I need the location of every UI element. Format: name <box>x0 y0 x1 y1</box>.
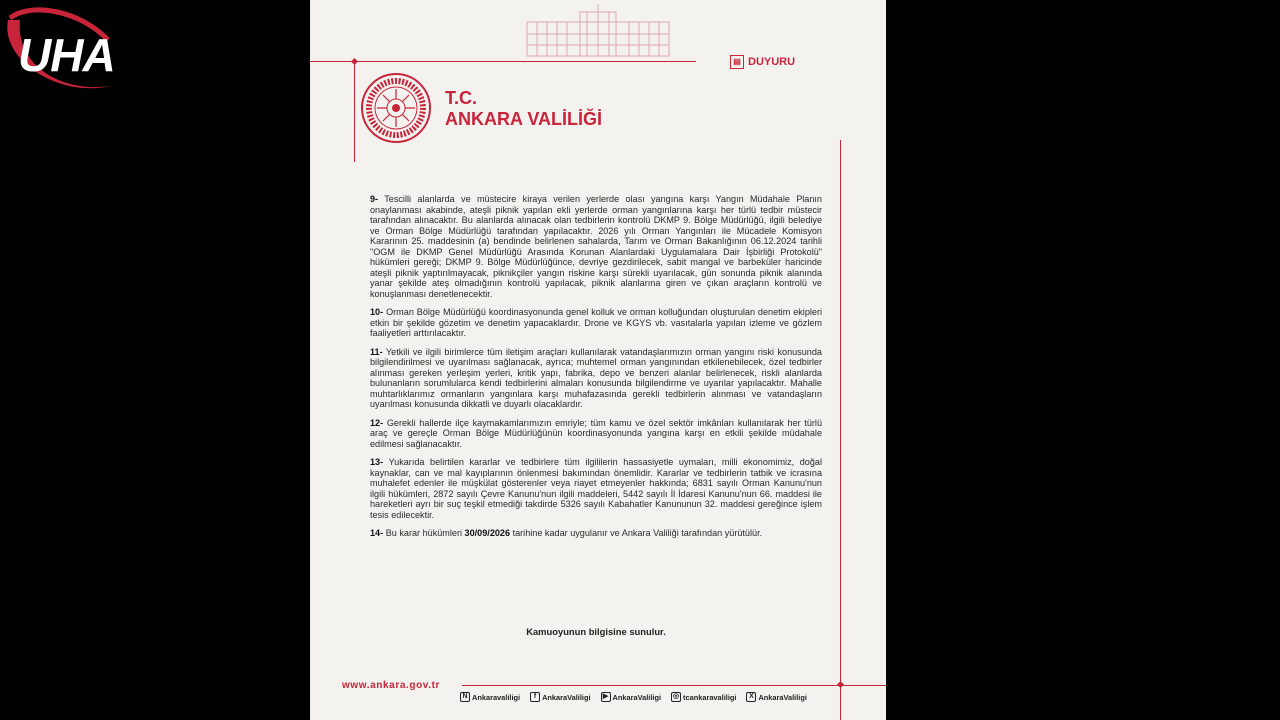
social-link-facebook[interactable] <box>530 692 590 702</box>
paragraph-number: 9- <box>370 194 379 204</box>
website-link[interactable]: www.ankara.gov.tr <box>342 680 441 691</box>
uha-logo <box>0 0 140 100</box>
page-title <box>445 88 602 130</box>
social-label: AnkaraValiligi <box>542 692 591 702</box>
paragraph-text: Orman Bölge Müdürlüğü koordinasyonunda genel kolluk ve orman kolluğundan oluşturulan denetim ekipleri etkin bir şekilde gözetim ve denetim yapacaklardır. Drone ve KGYS vb. vasıtalarla yapılan izleme ve gözlem faaliyetleri arttırılacaktır. <box>370 307 822 338</box>
paragraph-number: 14- <box>370 528 384 538</box>
closing-statement: Kamuoyunun bilgisine sunulur. <box>526 626 666 637</box>
paragraph-14 <box>370 528 822 539</box>
paragraph-text: tarihine kadar uygulanır ve Ankara Valiliği tarafından yürütülür. <box>510 528 763 538</box>
title-line-1: T.C. <box>445 88 478 108</box>
document-body <box>370 194 822 547</box>
social-link-instagram[interactable] <box>671 692 736 702</box>
youtube-icon: ▶ <box>601 692 611 702</box>
title-line-2: ANKARA VALİLİĞİ <box>445 109 602 129</box>
social-link-x[interactable] <box>746 692 806 702</box>
paragraph-12 <box>370 418 822 450</box>
paragraph-number: 13- <box>370 457 384 467</box>
paragraph-13 <box>370 457 822 520</box>
x-icon: X <box>746 692 756 702</box>
left-rule <box>354 62 355 162</box>
footer-divider <box>462 685 886 686</box>
paragraph-11 <box>370 347 822 410</box>
paragraph-number: 10- <box>370 307 384 317</box>
instagram-icon: ◎ <box>672 693 680 700</box>
social-label: AnkaraValiligi <box>612 692 662 702</box>
paragraph-text: Gerekli hallerde ilçe kaymakamlarımızın emriyle; tüm kamu ve özel sektör imkânları kullanılarak her türlü araç ve gereçle Orman Bölge Müdürlüğünün koordinasyonunda yangına karşı en etkili şekilde müdahale edilmesi sağlanacaktır. <box>370 417 823 449</box>
paragraph-text: Tescilli alanlarda ve müstecire kiraya verilen yerlerde olası yangına karşı Yangın Müdahale Planın onaylanması akabinde, ateşli piknik yapılan ekli yerlerde orman yangınlarına karşı her türlü tedbir müstecir tarafından alınacaktır. Bu alanlarda alınacak olan tedbirlerin kontrolü DKMP 9. Bölge Müdürlüğü, ilgili belediye ve Orman Bölge Müdürlüğü tarafından yapılacaktır. 2026 yılı Orman Yangınları ile Mücadele Komisyon Kararının 25. maddesinin (a) bendinde belirlenen sahalarda, Tarım ve Orman Bakanlığının 06.12.2024 tarihli "OGM ile DKMP Genel Müdürlüğü Arasında Korunan Alanlardaki Uygulamalara Dair İşbirliği Protokolü" hükümleri gereği; DKMP 9. Bölge Müdürlüğünce, devriye gezdirilecek, sabit mangal ve barbeküler haricinde ateşli piknik yaptırılmayacak, piknikçiler yangın riskine karşı sürekli uyarılacak, gün sonunda piknik alanında yanar şekilde ateş olmadığının kontrolü yapılacak, piknik alanlarına giren ve çıkan araçların kontrolü ve konuşlanması denetlenecektir. <box>370 194 822 299</box>
header-divider <box>310 61 696 62</box>
paragraph-9 <box>370 194 822 299</box>
announcement-document <box>310 0 886 720</box>
paragraph-text: Bu karar hükümleri <box>385 528 465 538</box>
right-rule <box>840 140 841 720</box>
paragraph-number: 12- <box>370 417 384 428</box>
social-label: Ankaravaliligi <box>472 692 521 702</box>
social-link-n[interactable] <box>460 692 520 702</box>
social-label: tcankaravaliligi <box>683 692 737 702</box>
megaphone-icon: ▤ <box>730 55 744 69</box>
n-icon: N <box>460 692 470 702</box>
paragraph-text: Yukarıda belirtilen kararlar ve tedbirlere tüm ilgililerin hassasiyetle uymaları, milli ekonomimiz, doğal kaynaklar, can ve mal kayıplarının önlenmesi bakımından önemlidir. Kararlar ve tedbirlerin tatbik ve icrasına muhalefet edenler ile müşkülat gösterenler veya riayet etmeyenler hakkında; 6831 sayılı Orman Kanunu'nun ilgili hükümleri, 2872 sayılı Çevre Kanunu'nun ilgili maddeleri, 5442 sayılı İl İdaresi Kanunu'nun 66. maddesi ile hareketleri ayrı bir suç teşkil etmediği takdirde 5326 sayılı Kabahatler Kanununun 32. maddesi gereğince işlem tesis edilecektir. <box>370 457 822 520</box>
facebook-icon: f <box>530 692 540 702</box>
announcement-badge <box>730 55 795 69</box>
paragraph-10 <box>370 307 822 339</box>
logo-text: UHA <box>18 29 115 81</box>
end-date: 30/09/2026 <box>464 528 511 538</box>
paragraph-text: Yetkili ve ilgili birimlerce tüm iletişim araçları kullanılarak vatandaşlarımızın orman yangını riski konusunda bilgilendirilmesi ve uyarılması sağlanacak, ayrıca; muhtemel orman yangınından etkilenebilecek, özel tedbirler alınması gereken yerleşim yerleri, kritik yapı, fabrika, depo ve benzeri alanlar belirlenecek, riskli alanlarda bulunanların sorumlularca kendi tedbirlerini almaları konusunda bilgilendirme ve uyarılar yapılacaktır. Mahalle muhtarlıklarımız ormanların yangınlara karşı muhafazasında gerekli tedbirlerin alınması ve vatandaşların uyarılması konusunda dikkatli ve duyarlı olacaklardır. <box>370 346 822 409</box>
social-label: AnkaraValiligi <box>758 692 807 702</box>
building-icon <box>525 4 671 59</box>
paragraph-number: 11- <box>370 346 383 357</box>
announcement-label: DUYURU <box>748 56 796 68</box>
governorate-seal-icon <box>361 73 431 143</box>
social-links <box>460 692 807 702</box>
social-link-youtube[interactable] <box>601 692 661 702</box>
